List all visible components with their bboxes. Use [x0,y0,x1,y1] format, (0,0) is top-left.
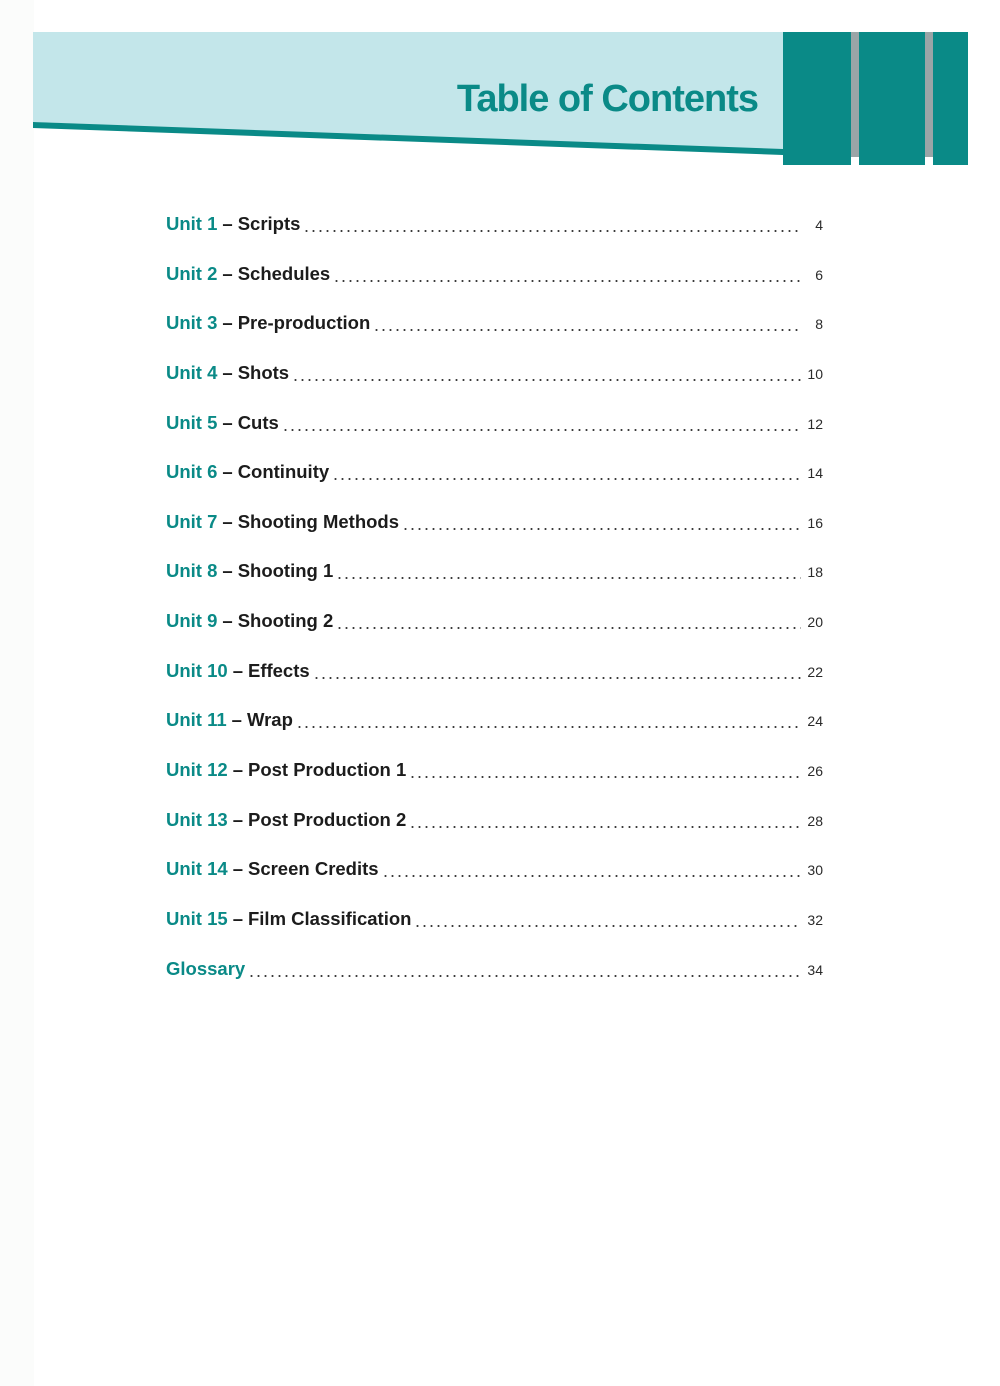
toc-entry-title: Shooting 1 [237,560,334,582]
toc-entry-title: Film Classification [247,907,412,929]
toc-entry-title: Screen Credits [247,858,379,880]
toc-dot-leader [336,612,801,630]
toc-dot-leader [248,960,801,978]
toc-dot-leader [292,364,801,382]
toc-dot-leader [414,910,801,928]
toc-dot-leader [303,215,801,233]
toc-dot-leader [373,314,801,332]
toc-dash: – [222,361,233,383]
toc-dash: – [231,709,242,731]
toc-entry-title: Shots [237,361,290,383]
toc-entry-title: Shooting 2 [237,610,334,632]
header-block-2 [859,32,925,165]
toc-page-number: 14 [807,465,823,482]
toc-entry[interactable] [166,907,823,957]
toc-dot-leader [382,860,801,878]
toc-unit-label: Unit 13 [166,808,228,830]
toc-unit-label: Unit 4 [166,361,218,383]
toc-page-number: 16 [807,514,823,531]
toc-unit-label: Unit 1 [166,213,218,234]
toc-entry[interactable] [166,510,823,560]
toc-dot-leader [282,414,801,432]
toc-dash: – [232,808,243,830]
toc-dash: – [232,759,243,781]
toc-unit-label: Unit 15 [166,907,228,929]
toc-entry-title: Scripts [237,213,301,234]
toc-entry[interactable] [166,857,823,907]
toc-dot-leader [402,513,801,531]
table-of-contents [166,212,823,1006]
toc-dash: – [222,213,233,234]
toc-dot-leader [313,662,801,680]
toc-page-number: 30 [807,862,823,879]
toc-page-number: 26 [807,763,823,780]
toc-page-number: 24 [807,713,823,730]
toc-unit-label: Unit 11 [166,709,227,731]
toc-page-number: 18 [807,564,823,581]
page-edge [0,0,34,1386]
toc-unit-label: Unit 10 [166,659,228,681]
page-title: Table of Contents [456,78,758,120]
toc-entry[interactable] [166,808,823,858]
toc-unit-label: Unit 2 [166,262,218,284]
toc-entry-title: Continuity [237,461,330,483]
toc-entry[interactable] [166,411,823,461]
toc-dash: – [222,461,233,483]
toc-page-number: 28 [807,812,823,829]
header-banner [33,32,968,165]
toc-dash: – [222,411,233,433]
toc-dot-leader [336,562,801,580]
toc-dash: – [232,907,243,929]
toc-dash: – [232,858,243,880]
toc-page-number: 4 [815,217,823,233]
toc-unit-label: Unit 8 [166,560,218,582]
toc-entry[interactable] [166,262,823,312]
header-separator-1 [851,32,859,157]
toc-unit-label: Unit 12 [166,759,228,781]
toc-page-number: 12 [807,415,823,432]
header-block-3 [933,32,968,165]
toc-entry-title: Cuts [237,411,279,433]
toc-entry-title: Shooting Methods [237,510,400,532]
toc-entry-title: Effects [247,659,310,681]
header-block-1 [783,32,851,165]
toc-entry-title: Pre-production [237,312,371,334]
toc-entry[interactable] [166,957,823,1007]
toc-entry[interactable] [166,212,823,262]
toc-entry-title: Wrap [246,709,293,731]
toc-entry[interactable] [166,460,823,510]
toc-dash: – [222,560,233,582]
toc-page-number: 8 [815,316,823,333]
toc-unit-label: Glossary [166,957,246,979]
toc-unit-label: Unit 3 [166,312,218,334]
toc-page-number: 22 [807,663,823,680]
toc-dash: – [222,510,233,532]
toc-page-number: 10 [807,365,823,382]
toc-entry[interactable] [166,559,823,609]
toc-dash: – [222,262,233,284]
toc-entry-title: Post Production 1 [247,759,407,781]
toc-entry[interactable] [166,361,823,411]
toc-unit-label: Unit 7 [166,510,218,532]
toc-entry[interactable] [166,609,823,659]
toc-dash: – [232,659,243,681]
toc-page-number: 32 [807,911,823,928]
toc-dash: – [222,312,233,334]
toc-page-number: 20 [807,614,823,631]
toc-entry[interactable] [166,311,823,361]
toc-dot-leader [332,463,801,481]
toc-unit-label: Unit 9 [166,610,218,632]
toc-page-number: 6 [815,266,823,283]
toc-dot-leader [409,761,801,779]
toc-entry[interactable] [166,758,823,808]
toc-entry-title: Post Production 2 [247,808,407,830]
toc-dot-leader [296,711,801,729]
toc-dash: – [222,610,233,632]
toc-unit-label: Unit 5 [166,411,218,433]
toc-unit-label: Unit 6 [166,461,218,483]
toc-entry[interactable] [166,708,823,758]
toc-entry[interactable] [166,659,823,709]
toc-dot-leader [333,265,801,283]
toc-unit-label: Unit 14 [166,858,228,880]
toc-page-number: 34 [807,961,823,978]
header-separator-2 [925,32,933,157]
toc-dot-leader [409,811,801,829]
toc-entry-title: Schedules [237,262,331,284]
